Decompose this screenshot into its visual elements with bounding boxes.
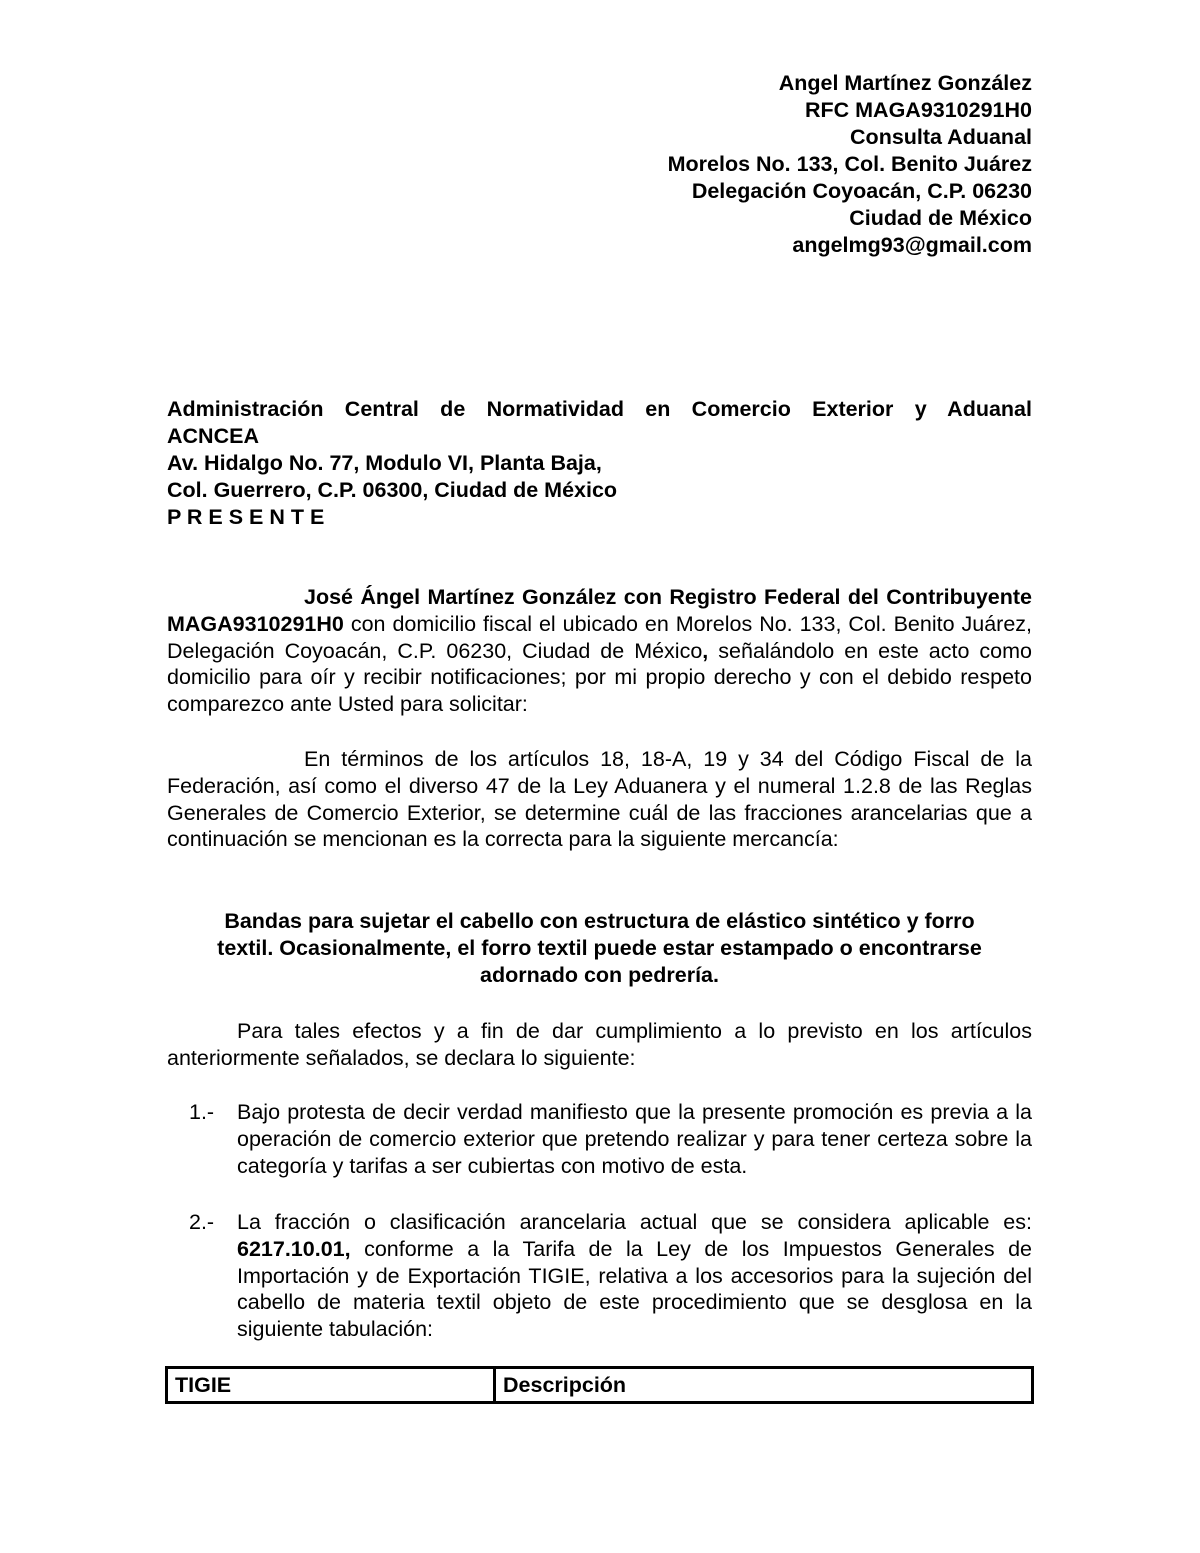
sender-rfc: RFC MAGA9310291H0: [804, 98, 1032, 122]
list-item-text-a: La fracción o clasificación arancelaria actual que se considera aplicable es:: [237, 1210, 1032, 1234]
list-item-text-b: conforme a la Tarifa de la Ley de los Impuestos Generales de Importación y de Exportación TIGIE, relativa a los accesorios para la sujeción del cabello de materia textil objeto de este procedimiento que se desglosa en la siguiente tabulación:: [237, 1236, 1032, 1342]
applicant-bold-comma: ,: [702, 638, 709, 663]
paragraph-legal-basis: En términos de los artículos 18, 18-A, 19 y 34 del Código Fiscal de la Federación, así como el diverso 47 de la Ley Aduanera y el numeral 1.2.8 de las Reglas Generales de Comercio Exterior, se determine cuál de las fracciones arancelarias que a continuación se mencionan es la correcta para la siguiente mercancía:: [167, 747, 1032, 852]
recipient-line2: ACNCEA: [167, 424, 259, 448]
recipient-line3: Av. Hidalgo No. 77, Modulo VI, Planta Baja,: [167, 451, 602, 475]
applicant-bold-lead: José Ángel Martínez González con Registro Federal del Contribuyente MAGA9310291H0: [167, 585, 1032, 636]
recipient-block: [167, 396, 1032, 531]
sender-city: Ciudad de México: [849, 206, 1032, 230]
list-item-number: 2.-: [189, 1210, 215, 1234]
applicant-text-a: con domicilio fiscal el ubicado en Morelos No. 133, Col. Benito Juárez, Delegación Coyoacán, C.P. 06230, Ciudad de México: [167, 611, 1032, 663]
table-header-row: [167, 1368, 1033, 1403]
merchandise-line1: Bandas para sujetar el cabello con estructura de elástico sintético y forro: [224, 909, 975, 933]
list-item: [167, 1099, 1032, 1179]
recipient-line1: Administración Central de Normatividad en Comercio Exterior y Aduanal: [167, 397, 1032, 421]
merchandise-line2: textil. Ocasionalmente, el forro textil puede estar estampado o encontrarse: [217, 936, 982, 960]
list-item-number: 1.-: [189, 1100, 215, 1124]
merchandise-line3: adornado con pedrería.: [480, 963, 719, 987]
paragraph-declaration: Para tales efectos y a fin de dar cumplimiento a lo previsto en los artículos anteriormente señalados, se declara lo siguiente:: [167, 1019, 1032, 1070]
sender-email: angelmg93@gmail.com: [792, 233, 1032, 257]
sender-address-line2: Delegación Coyoacán, C.P. 06230: [691, 179, 1032, 203]
paragraph-applicant: [167, 584, 1032, 718]
table-header-description: Descripción: [495, 1368, 1033, 1403]
list-item-text: [237, 1209, 1032, 1343]
list-item-text: Bajo protesta de decir verdad manifiesto que la presente promoción es previa a la operación de comercio exterior que pretendo realizar y para tener certeza sobre la categoría y tarifas a ser cubiertas con motivo de esta.: [237, 1100, 1032, 1178]
tariff-code: 6217.10.01,: [237, 1236, 351, 1261]
sender-name: Angel Martínez González: [778, 71, 1032, 95]
merchandise-description: [167, 908, 1032, 989]
list-item: [167, 1209, 1032, 1343]
applicant-text-b: señalándolo en este acto como domicilio para oír y recibir notificaciones; por mi propio derecho y con el debido respeto comparezco ante Usted para solicitar:: [167, 638, 1032, 717]
table-header-tigie: TIGIE: [167, 1368, 495, 1403]
sender-block: [668, 70, 1032, 259]
tigie-table: [165, 1366, 1034, 1404]
recipient-line4: Col. Guerrero, C.P. 06300, Ciudad de México: [167, 478, 618, 502]
sender-role: Consulta Aduanal: [850, 125, 1032, 149]
presente-label: P R E S E N T E: [167, 505, 325, 529]
sender-address-line1: Morelos No. 133, Col. Benito Juárez: [667, 152, 1032, 176]
